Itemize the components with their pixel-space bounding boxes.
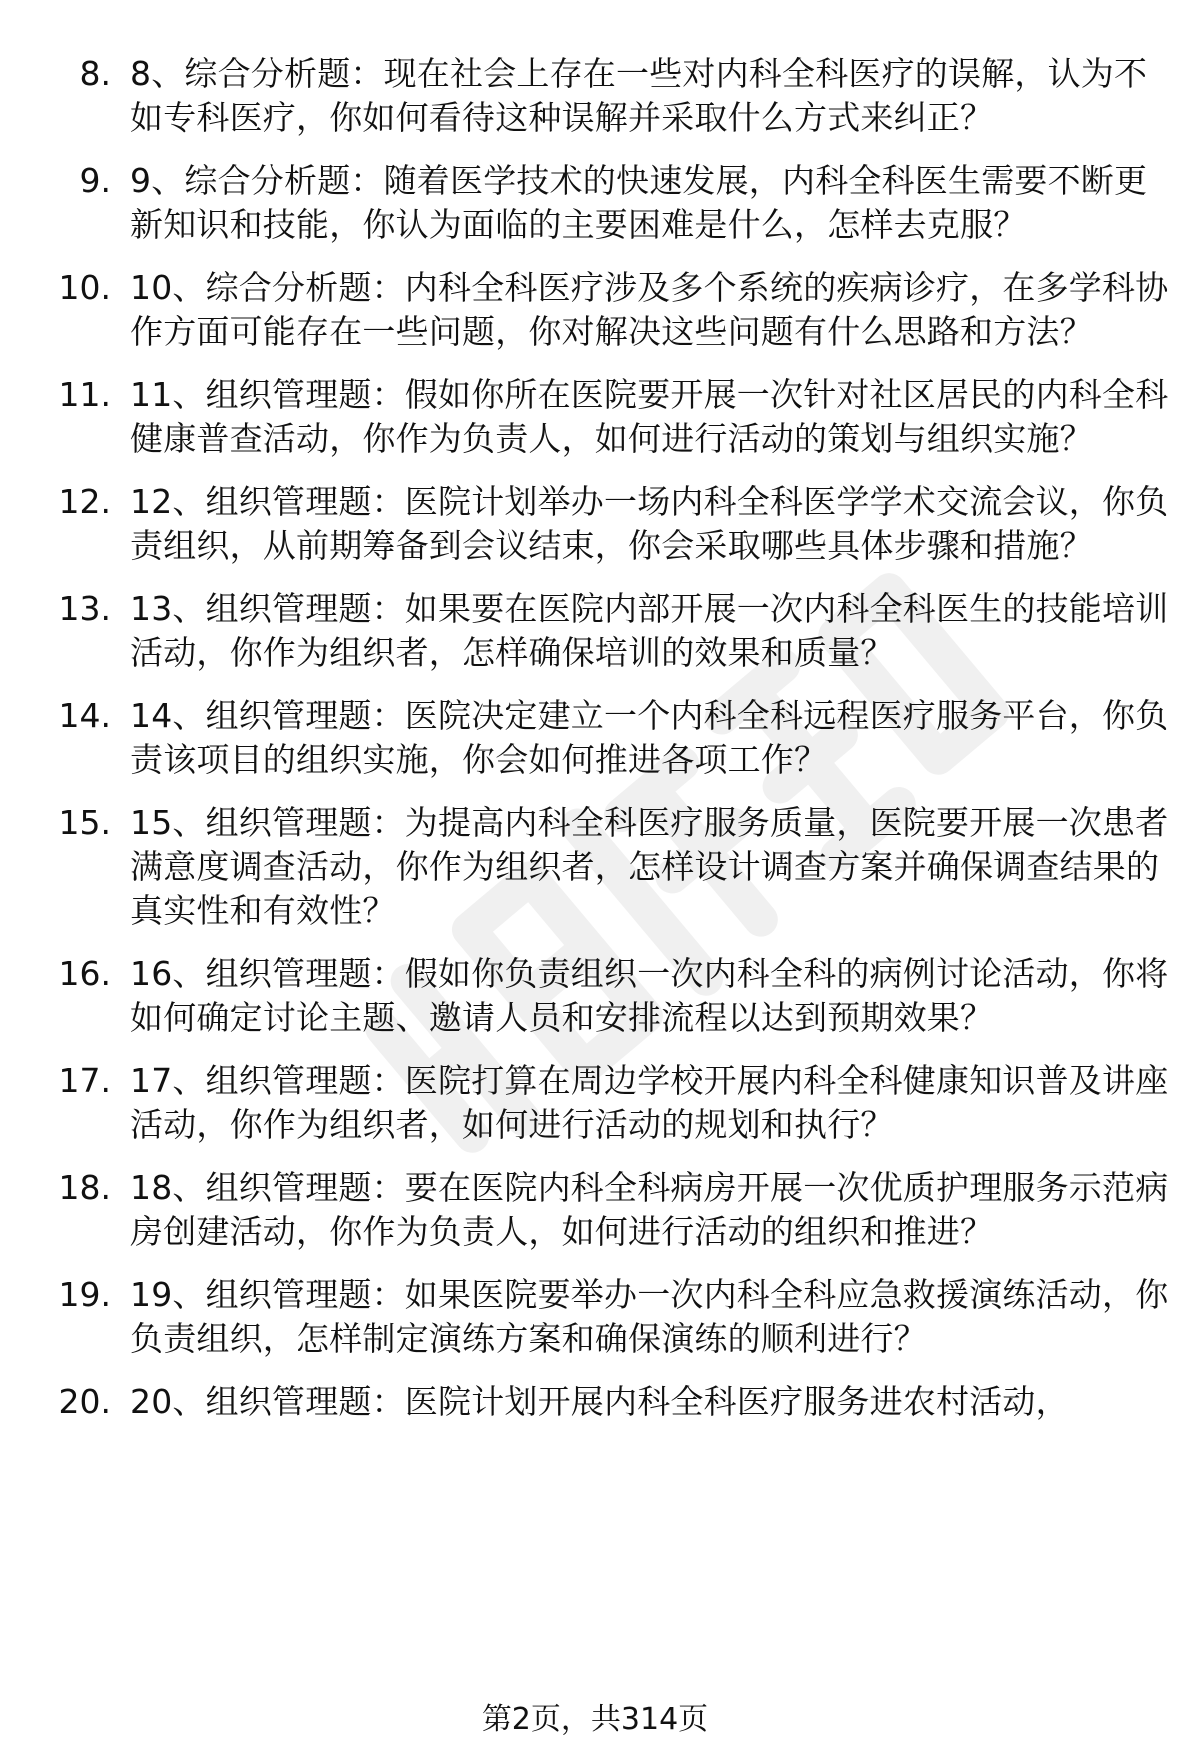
list-item-number: 20. <box>58 1382 111 1421</box>
list-item <box>0 694 1190 782</box>
list-item-text: 19、组织管理题：如果医院要举办一次内科全科应急救援演练活动，你负责组织，怎样制定演练方案和确保演练的顺利进行？ <box>130 1275 1169 1358</box>
list-item-text: 9、综合分析题：随着医学技术的快速发展，内科全科医生需要不断更新知识和技能，你认为面临的主要困难是什么，怎样去克服？ <box>130 161 1148 244</box>
list-item <box>0 373 1190 461</box>
list-item-number: 13. <box>58 589 111 628</box>
list-item-number: 8. <box>79 54 111 93</box>
list-item-number: 14. <box>58 696 111 735</box>
list-item <box>0 1273 1190 1361</box>
list-item-text: 13、组织管理题：如果要在医院内部开展一次内科全科医生的技能培训活动，你作为组织者，怎样确保培训的效果和质量？ <box>130 589 1169 672</box>
list-item-text: 8、综合分析题：现在社会上存在一些对内科全科医疗的误解，认为不如专科医疗，你如何看待这种误解并采取什么方式来纠正？ <box>130 54 1148 137</box>
page-footer: 第2页，共314页 <box>481 1702 709 1737</box>
list-item-text: 15、组织管理题：为提高内科全科医疗服务质量，医院要开展一次患者满意度调查活动，你作为组织者，怎样设计调查方案并确保调查结果的真实性和有效性？ <box>130 803 1169 930</box>
list-item-number: 16. <box>58 954 111 993</box>
list-item <box>0 952 1190 1040</box>
list-item-text: 17、组织管理题：医院打算在周边学校开展内科全科健康知识普及讲座活动，你作为组织者，如何进行活动的规划和执行？ <box>130 1061 1169 1144</box>
list-item-number: 9. <box>79 161 111 200</box>
list-item-number: 18. <box>58 1168 111 1207</box>
list-item <box>0 159 1190 247</box>
list-item <box>0 266 1190 354</box>
list-item <box>0 52 1190 140</box>
list-item-text: 12、组织管理题：医院计划举办一场内科全科医学学术交流会议，你负责组织，从前期筹备到会议结束，你会采取哪些具体步骤和措施？ <box>130 482 1169 565</box>
list-item <box>0 587 1190 675</box>
list-item-number: 12. <box>58 482 111 521</box>
list-item-number: 17. <box>58 1061 111 1100</box>
list-item <box>0 1380 1190 1424</box>
list-item-number: 11. <box>58 375 111 414</box>
list-item-text: 20、组织管理题：医院计划开展内科全科医疗服务进农村活动， <box>130 1382 1069 1421</box>
list-item <box>0 1166 1190 1254</box>
list-item-text: 16、组织管理题：假如你负责组织一次内科全科的病例讨论活动，你将如何确定讨论主题、邀请人员和安排流程以达到预期效果？ <box>130 954 1169 1037</box>
list-item-number: 10. <box>58 268 111 307</box>
list-item-text: 10、综合分析题：内科全科医疗涉及多个系统的疾病诊疗，在多学科协作方面可能存在一些问题，你对解决这些问题有什么思路和方法？ <box>130 268 1169 351</box>
question-list <box>0 52 1190 1443</box>
list-item-text: 11、组织管理题：假如你所在医院要开展一次针对社区居民的内科全科健康普查活动，你作为负责人，如何进行活动的策划与组织实施？ <box>130 375 1169 458</box>
list-item-text: 14、组织管理题：医院决定建立一个内科全科远程医疗服务平台，你负责该项目的组织实施，你会如何推进各项工作？ <box>130 696 1169 779</box>
list-item <box>0 1059 1190 1147</box>
list-item-number: 19. <box>58 1275 111 1314</box>
list-item-text: 18、组织管理题：要在医院内科全科病房开展一次优质护理服务示范病房创建活动，你作为负责人，如何进行活动的组织和推进？ <box>130 1168 1169 1251</box>
list-item <box>0 801 1190 933</box>
list-item <box>0 480 1190 568</box>
list-item-number: 15. <box>58 803 111 842</box>
